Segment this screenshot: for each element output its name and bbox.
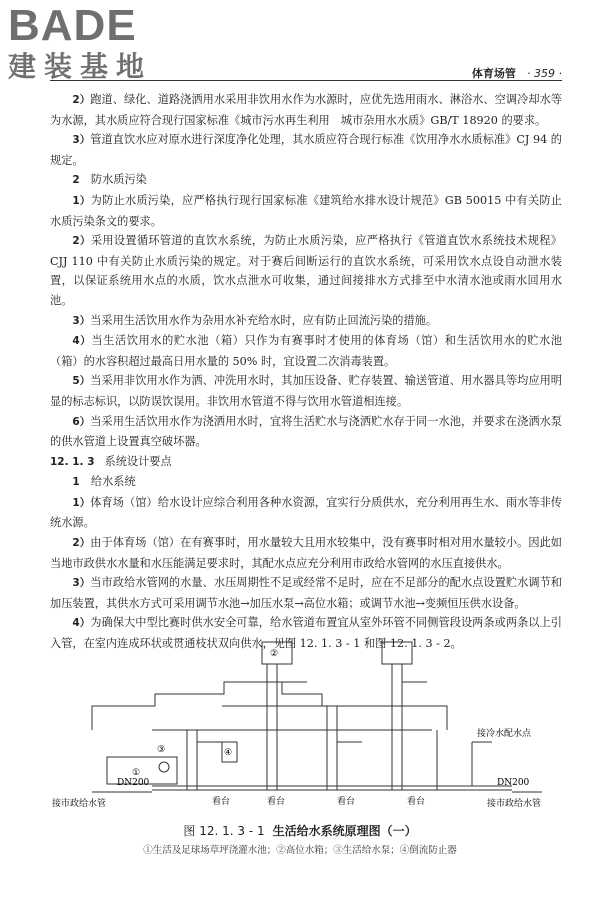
paragraph: 2）由于体育场（馆）在有赛事时，用水量较大且用水较集中，没有赛事时相对用水量较小。因此如当地市政供水水量和水压能满足要求时，其配水点应充分利用市政给水管网的水压直接供水。: [50, 536, 562, 570]
header-section: 体育场管: [471, 67, 516, 80]
roof-tank: [382, 642, 412, 664]
figure-legend: ①生活及足球场草坪浇灌水池；②高位水箱；③生活给水泵；④倒流防止器: [143, 845, 457, 856]
paragraph: 4）当生活饮用水的贮水池（箱）只作为有赛事时才使用的体育场（馆）和生活饮用水的贮水池（箱）的水容积超过最高日用水量的 50% 时，宜设置二次消毒装置。: [50, 334, 562, 368]
diagram-label: 接冷水配水点: [477, 729, 532, 739]
paragraph: 1）为防止水质污染，应严格执行现行国家标准《建筑给水排水设计规范》GB 50015 中有关防止水质污染条文的要求。: [50, 193, 562, 228]
figure-caption: [0, 822, 600, 839]
subheading: 1 给水系统: [72, 475, 136, 489]
paragraph: 5）当采用非饮用水作为洒、冲洗用水时，其加压设备、贮存装置、输送管道、用水器具等均应用明显的标志标识，以防误饮误用。非饮用水管道不得与饮用水管道相连接。: [50, 374, 562, 408]
section-heading: 12. 1. 3 系统设计要点: [50, 454, 172, 468]
marker-2: ②: [270, 649, 279, 659]
water-supply-diagram: [52, 612, 552, 812]
label-city-main: 接市政给水管: [52, 799, 107, 809]
body-text: [50, 90, 562, 654]
logo-chinese: 建装基地: [8, 50, 153, 83]
running-header: [50, 62, 562, 81]
subheading: 2 防水质污染: [72, 173, 147, 187]
paragraph: 1）体育场（馆）给水设计应综合利用各种水资源，宜实行分质供水，充分利用再生水、雨水等非传统水源。: [50, 495, 562, 530]
label-stand: 看台: [212, 797, 231, 807]
paragraph: 6）当采用生活饮用水作为浇洒用水时，宜将生活贮水与浇洒贮水存于同一水池，并要求在浇洒水泵的供水管道上设置真空破坏器。: [50, 414, 562, 449]
page-number: · 359 ·: [527, 67, 562, 80]
logo-latin: BADE: [8, 1, 137, 50]
label-stand: 看台: [337, 797, 356, 807]
pump: [159, 762, 169, 772]
label-city-main: 接市政给水管: [487, 799, 542, 809]
paragraph: 3）管道直饮水应对原水进行深度净化处理，其水质应符合现行标准《饮用净水水质标准》CJ 94 的规定。: [50, 133, 562, 167]
paragraph: 4）为确保大中型比赛时供水安全可靠，给水管道布置宜从室外环管不同侧管段设两条或两条以上引入管，在室内连成环状或贯通枝状双向供水，见图 12. 1. 3 - 1 和图 12. 1. 3 - 2。: [50, 616, 562, 651]
label-dn200: DN200: [117, 778, 150, 788]
label-stand: 看台: [407, 797, 426, 807]
label-dn200: DN200: [497, 778, 530, 788]
diagram-svg: [52, 612, 552, 812]
figure-title: 生活给水系统原理图（一）: [272, 824, 417, 838]
label-stand: 看台: [267, 797, 286, 807]
marker-1: ①: [132, 768, 141, 778]
paragraph: 2）跑道、绿化、道路浇洒用水采用非饮用水作为水源时，应优先选用雨水、淋浴水、空调冷却水等为水源，其水质应符合现行国家标准《城市污水再生利用 城市杂用水水质》GB/T 18920 的要求。: [50, 93, 562, 127]
paragraph: 2）采用设置循环管道的直饮水系统，为防止水质污染，应严格执行《管道直饮水系统技术规程》CJJ 110 中有关防止水质污染的规定。对于赛后间断运行的直饮水系统，可采用饮水点设自动泄水装置，以保证系统用水点的水质，饮水点泄水可收集，通过间接排水方式排至中水清水池或雨水回用水池。: [50, 234, 562, 307]
marker-3: ③: [157, 745, 166, 755]
marker-4: ④: [224, 748, 233, 758]
paragraph: 3）当采用生活饮用水作为杂用水补充给水时，应有防止回流污染的措施。: [72, 313, 438, 327]
figure-number: 图 12. 1. 3 - 1: [183, 824, 265, 838]
paragraph: 3）当市政给水管网的水量、水压周期性不足或经常不足时，应在不足部分的配水点设置贮水调节和加压装置，其供水方式可采用调节水池→加压水泵→高位水箱；或调节水池→变频恒压供水设备。: [50, 576, 562, 610]
